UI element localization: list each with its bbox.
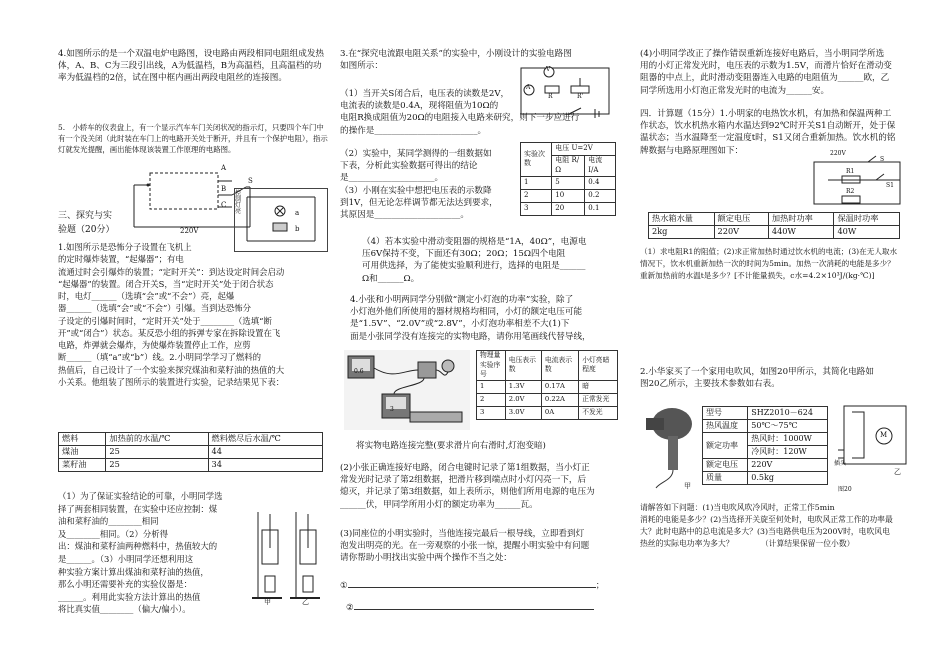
q1-line: 断______（填“a”或“b”）线。2.小明同学学习了燃料的 xyxy=(58,352,261,363)
figure-20-label: 图20 xyxy=(838,486,852,493)
label-s: S xyxy=(248,177,253,185)
answer-blank-2-line[interactable] xyxy=(354,600,594,610)
section-4-line: 作状态，饮水机热水箱内水温达到92℃时开关S1自动断开，处于保 xyxy=(640,121,896,132)
q3-line: 3.在“探究电流跟电阻关系”的实验中，小刚设计的实验电路图 xyxy=(340,49,572,59)
question-3-part-4 xyxy=(362,236,618,285)
lamp-table-cell: 3 xyxy=(477,406,506,419)
q3-1-line: 电阻R换成阻值为20Ω的电阻接入电路来研究，则下一步应进行 xyxy=(340,113,580,124)
fig-jia-label: 甲 xyxy=(264,598,271,606)
dryer-fig-yi: 乙 xyxy=(894,468,901,476)
section-4-calc xyxy=(640,108,916,157)
answer-blank-2-num: ② xyxy=(346,603,354,613)
label-c: C xyxy=(221,201,227,209)
wiring-caption: 将实物电路连接完整(要求滑片向右滑时,灯泡变暗) xyxy=(356,441,546,451)
voltmeter-reading: 0.6 xyxy=(354,368,364,375)
q2-line: 及________相同。（2）分析得 xyxy=(58,528,169,539)
question-4-part-2 xyxy=(340,462,618,511)
dryer-line: 图20乙所示，主要技术参数如右表。 xyxy=(640,379,780,390)
lamp-data-table xyxy=(476,350,618,420)
q2-line: （1）为了保证实验结论的可靠，小明同学选 xyxy=(58,491,223,501)
q3-line: 如图所示： xyxy=(340,61,383,72)
q3-2-line: 到1V，但无论怎样调节都无法达到要求， xyxy=(340,197,498,208)
s-label: S xyxy=(880,156,885,163)
fuel-table-cell: 25 xyxy=(106,459,208,472)
section-3-heading-1: 三、探究与实 xyxy=(58,211,113,221)
dryer-table-cell: 220V xyxy=(748,459,828,472)
lamp-table-header-text: 物理量 xyxy=(480,351,501,359)
resistance-table-cell: 20 xyxy=(552,202,585,215)
q1-line: “起爆器”的装置。闭合开关S，当“定时开关”处于闭合状态 xyxy=(58,278,274,289)
q3-2-line: （2）实验中，某同学测得的一组数据如 xyxy=(340,149,492,159)
section-4-line: 温状态；当水温降至一定温度t时，S1又闭合重新加热。饮水机的铭 xyxy=(640,133,896,144)
q1-line: 1.如图所示是恐怖分子设置在飞机上 xyxy=(58,242,192,252)
q3-1-line: 的操作是________________________。 xyxy=(340,125,487,136)
lamp-table-cell: 0.22A xyxy=(541,393,578,406)
q4-2-line: 熄灭，并记录了第3组数据，如上表所示，则他们所用电源的电压为 xyxy=(340,487,595,498)
lamp-table-header-text: 实验序号 xyxy=(480,360,501,379)
lamp-table-cell: 1.3V xyxy=(505,380,541,393)
lamp-table-cell: 0A xyxy=(541,406,578,419)
q2-line: 油和菜籽油的________相同 xyxy=(58,516,159,527)
q4-3-line: 请你帮助小明找出实验中两个操作不当之处： xyxy=(340,553,512,564)
lamp-apparatus-photo xyxy=(344,350,470,430)
question-3-part-1 xyxy=(340,88,618,137)
lamp-table-cell: 正常发光 xyxy=(579,393,618,406)
q3-4-line: （4）若本实验中滑动变阻器的规格是“1A，40Ω”，电源电 xyxy=(362,237,587,247)
motor-label: M xyxy=(880,431,888,439)
q2-line: 择了两套相同装置，在实验中还应控制：煤 xyxy=(58,503,218,514)
water-dispenser-circuit xyxy=(808,152,908,208)
spec-table-cell: 440W xyxy=(768,226,834,239)
resistor-label: R xyxy=(548,93,553,100)
resistance-data-table xyxy=(520,142,616,216)
q4-2-line: 常发光时记录了第2组数据，把滑片移到端点时小灯闪亮一下，后 xyxy=(340,475,587,486)
q2-line: 出：煤油和菜籽油两种燃料中，热值较大的 xyxy=(58,541,218,552)
spec-table-header: 加热时功率 xyxy=(768,213,834,226)
q2-line: 将比真实值________（偏大/偏小）。 xyxy=(58,604,191,615)
q2-line: 是______。（3）小明同学还想利用这 xyxy=(58,554,194,565)
q3-4-line: Ω和______Ω。 xyxy=(362,273,420,284)
spec-table-cell: 40W xyxy=(834,226,900,239)
fuel-table-cell: 煤油 xyxy=(59,446,106,459)
fuel-table-header: 燃料燃尽后水温/℃ xyxy=(208,433,322,446)
answer-blank-2 xyxy=(346,600,594,614)
dryer-table-cell: 冷风时：120W xyxy=(748,446,828,459)
fig-yi-label: 乙 xyxy=(302,598,309,606)
voltmeter-label: V xyxy=(546,66,551,73)
question-4-part-3 xyxy=(340,528,618,565)
resistance-table-cell: 1 xyxy=(521,176,552,189)
q4-2-line: ______伏，甲同学所用小灯的额定功率为______瓦。 xyxy=(340,499,538,510)
q2-line: ______。利用此实验方法计算出的热值 xyxy=(58,591,201,602)
dispenser-spec-table xyxy=(648,212,900,239)
calc-questions xyxy=(640,246,918,282)
q3-2-line: 是____________________。 xyxy=(340,173,444,184)
section-4-line: 牌数据与电路原理图如下： xyxy=(640,145,744,156)
dryer-table-cell: 额定功率 xyxy=(703,433,748,459)
lamp-table-cell: 暗 xyxy=(579,380,618,393)
q4-line: 是“1.5V”、“2.0V”或“2.8V”，小灯泡功率相差不大(1)下 xyxy=(350,319,570,330)
dryer-table-cell: 额定电压 xyxy=(703,459,748,472)
label-a: A xyxy=(221,164,227,172)
dryer-answer-line: 热丝的实际电功率为多大？ （计算结果保留一位小数） xyxy=(640,539,855,549)
dispenser-voltage-label: 220V xyxy=(830,150,846,157)
dryer-table-cell: 热风时：1000W xyxy=(748,433,828,446)
burner-apparatus-diagram xyxy=(248,508,328,604)
q4-line: 小灯泡外他们所使用的器材规格均相同，小灯的额定电压可能 xyxy=(350,307,583,318)
rheostat-label: R' xyxy=(577,93,584,100)
question-2-subparts xyxy=(58,490,243,616)
hair-dryer-photo xyxy=(640,400,698,492)
question-3-part-2 xyxy=(340,148,515,221)
q1-line: 流通过时会引爆炸的装置；“定时开关”：到达设定时间会启动 xyxy=(58,266,285,277)
q1-line: 热值后，自己设计了一个实验来探究煤油和菜籽油的热值的大 xyxy=(58,364,285,375)
fuel-table-cell: 25 xyxy=(106,446,208,459)
q4-4-line: 同学所选用小灯泡正常发光时的电流为______安。 xyxy=(640,85,830,96)
spec-table-header: 热水箱水量 xyxy=(649,213,715,226)
lamp-table-cell: 2 xyxy=(477,393,506,406)
resistance-table-cell: 0.1 xyxy=(585,202,616,215)
lamp-table-header xyxy=(477,351,506,381)
q3-2-line: （3）小刚在实验中想把电压表的示数降 xyxy=(340,185,492,196)
spec-table-header: 保温时功率 xyxy=(834,213,900,226)
s1-label: S1 xyxy=(886,182,894,189)
fuel-table xyxy=(58,432,323,472)
calc-line: 情况下，饮水机重新加热一次的时间为5min。加热一次消耗的电能是多少？ xyxy=(640,259,895,269)
resistance-table-cell: 0.2 xyxy=(585,189,616,202)
q4-3-line: (3)同座位的小明实验时，当他连接完最后一根导线，立即看到灯 xyxy=(340,529,585,539)
q1-line: 的定时爆炸装置，“起爆器”；有电 xyxy=(58,254,184,265)
resistance-table-cell: 10 xyxy=(552,189,585,202)
q4-4-line: 阻器的中点上，此时滑动变阻器连入电路的电阻值为______欧，乙 xyxy=(640,73,890,84)
dryer-table-cell: 质量 xyxy=(703,472,748,485)
answer-blank-1 xyxy=(340,578,604,592)
lamp-table-header: 电流表示数 xyxy=(541,351,578,381)
dryer-spec-table xyxy=(702,406,828,485)
column-left xyxy=(58,0,330,672)
section-4-line: 四．计算题（15分）1.小明家的电热饮水机，有加热和保温两种工 xyxy=(640,109,892,119)
wire-a-label: a xyxy=(295,209,300,217)
lamp-table-header: 电压表示数 xyxy=(505,351,541,381)
fuel-table-cell: 34 xyxy=(208,459,322,472)
dryer-fig-jia: 甲 xyxy=(684,482,691,490)
q4-line: 4.小张和小明两同学分别做“测定小灯泡的功率”实验，除了 xyxy=(350,295,574,305)
column-right xyxy=(640,0,918,672)
question-4-text: 4.如图所示的是一个双温电炉电路图，设电路由两段相同电阻组成发热体，A、B、C为三段引出线，A为低温档，B为高温档，且高温档的功率为低温档的2倍，试在图中框内画出两段电阻丝的连接图。 xyxy=(58,49,325,84)
spec-table-cell: 2kg xyxy=(649,226,715,239)
calc-line: 重新加热前的水温t是多少？[不计能量损失，c水=4.2×10³J/(kg·℃)] xyxy=(640,271,875,281)
resistance-table-cell: 3 xyxy=(521,202,552,215)
resistance-table-cell: 2 xyxy=(521,189,552,202)
label-220v: 220V xyxy=(180,227,199,235)
q4-4-line: 用的小灯正常发光时，电压表的示数为1.5V，而滑片恰好在滑动变 xyxy=(640,61,892,72)
resistance-table-cell: 5 xyxy=(552,176,585,189)
question-1-block xyxy=(58,241,328,388)
dryer-answer-questions xyxy=(640,502,916,550)
wire-b-label: b xyxy=(295,225,300,233)
q4-4-line: (4)小明同学改正了操作错误重新连接好电路后，当小明同学所选 xyxy=(640,49,885,59)
lamp-table-header: 小灯亮暗程度 xyxy=(579,351,618,381)
resistance-table-header: 实验次数 xyxy=(521,143,552,177)
q3-1-line: （1）当开关S闭合后，电压表的读数是2V， xyxy=(340,89,510,99)
spec-table-header: 额定电压 xyxy=(714,213,768,226)
hair-dryer-question xyxy=(640,366,916,390)
plug-label: 插头 xyxy=(834,460,847,467)
q3-4-line: 压6V保持不变，下面还有30Ω；20Ω；15Ω四个电阻 xyxy=(362,249,566,260)
q4-2-line: (2)小张正确连接好电路，闭合电键时记录了第1组数据，当小灯正 xyxy=(340,463,590,473)
q3-1-line: 电流表的读数是0.4A，现将阻值为10Ω的 xyxy=(340,101,499,112)
q1-line: 电路，炸弹就会爆炸，为使爆炸装置停止工作，应剪 xyxy=(58,340,251,351)
dryer-table-cell: 0.5kg xyxy=(748,472,828,485)
q3-4-line: 可用供选择，为了能使实验顺利进行，选择的电阻是______ xyxy=(362,261,586,272)
resistance-table-header: 电压 U=2V xyxy=(552,143,616,156)
q2-line: 那么小明还需要补充的实验仪器是： xyxy=(58,579,192,590)
label-b: B xyxy=(221,185,227,193)
hair-dryer-circuit xyxy=(834,398,914,482)
answer-blank-1-num: ① xyxy=(340,581,348,591)
panel-label: 控制灯亮 xyxy=(235,190,242,215)
lamp-table-cell: 不发光 xyxy=(579,406,618,419)
answer-blank-1-end: ； xyxy=(595,581,605,591)
lamp-table-cell: 1 xyxy=(477,380,506,393)
question-4-intro xyxy=(350,294,620,343)
answer-blank-1-line[interactable] xyxy=(348,578,596,588)
resistance-table-subheader: 电阻 R/Ω xyxy=(552,156,585,177)
q2-line: 种实验方案计算出煤油和菜籽油的热值， xyxy=(58,566,209,577)
question-5-text: 5. 小轿车的仪表盘上，有一个显示汽车车门关闭状况的指示灯，只要四个车门中有一个没关闭（此时装在车门上的电路开关处于断开，并且有一个保护电阻），指示灯就发光提醒，画出能体现该装置工作原理的电路图。 xyxy=(58,123,328,155)
fuel-table-header: 燃料 xyxy=(59,433,106,446)
lamp-table-cell: 0.17A xyxy=(541,380,578,393)
dryer-table-cell: 50℃～75℃ xyxy=(748,420,828,433)
q1-line: 子设定的引爆时间时，“定时开关”处于________（选填“断 xyxy=(58,315,272,326)
dryer-answer-line: 大？此时电路中的总电流是多大？(3)当电路供电压为200V时，电吹风电 xyxy=(640,527,890,537)
dryer-answer-line: 消耗的电能是多少？(2)当选择开关旋至何处时，电吹风正常工作的功率最 xyxy=(640,515,893,525)
column-middle xyxy=(340,0,620,672)
dryer-table-cell: 热风温度 xyxy=(703,420,748,433)
calc-line: （1）求电阻R1的阻值；(2)求正常加热时通过饮水机的电流；(3)在无人取水 xyxy=(640,247,898,256)
q1-line: 时，电灯______（选填“会”或“不会”）亮，起爆 xyxy=(58,291,235,302)
q3-2-line: 其原因是____________________。 xyxy=(340,210,469,221)
q1-line: 小关系。他组装了图所示的装置进行实验，记录结果见下表： xyxy=(58,376,285,387)
resistance-table-subheader: 电流 I/A xyxy=(585,156,616,177)
resistance-table-cell: 0.4 xyxy=(585,176,616,189)
dryer-line: 2.小华家买了一个家用电吹风，如图20甲所示，其简化电路如 xyxy=(640,367,874,377)
r2-label: R2 xyxy=(846,188,855,195)
q1-line: 器______（选填“会”或“不会”）引爆。当到达恐怖分 xyxy=(58,303,251,314)
q4-3-line: 泡发出明亮的光。在一旁观察的小张一惊，提醒小明实验中有问题 xyxy=(340,541,590,552)
dryer-table-cell: 型号 xyxy=(703,407,748,420)
dryer-table-cell: SHZ2010－624 xyxy=(748,407,828,420)
section-3-heading-2: 验题（20分） xyxy=(58,225,115,235)
ammeter-label: A xyxy=(526,84,531,91)
r1-label: R1 xyxy=(846,168,855,175)
lamp-table-cell: 3.0V xyxy=(505,406,541,419)
q4-line: 面是小张同学没有连接完的实物电路，请你用笔画线代替导线， xyxy=(350,331,591,342)
question-4-part-4 xyxy=(640,48,916,97)
fuel-table-header: 加热前的水温/℃ xyxy=(106,433,208,446)
fuel-table-cell: 44 xyxy=(208,446,322,459)
fuel-table-cell: 菜籽油 xyxy=(59,459,106,472)
q1-line: 开”或“闭合”）状态。某反恐小组的拆弹专家在拆除设置在飞 xyxy=(58,327,281,338)
spec-table-cell: 220V xyxy=(714,226,768,239)
lamp-table-cell: 2.0V xyxy=(505,393,541,406)
q3-2-line: 下表，分析此实验数据可得出的结论 xyxy=(340,161,478,172)
dryer-answer-line: 请解答如下问题：(1)当电吹风吹冷风时，正常工作5min xyxy=(640,503,835,512)
ammeter-reading: 3 xyxy=(390,406,394,413)
